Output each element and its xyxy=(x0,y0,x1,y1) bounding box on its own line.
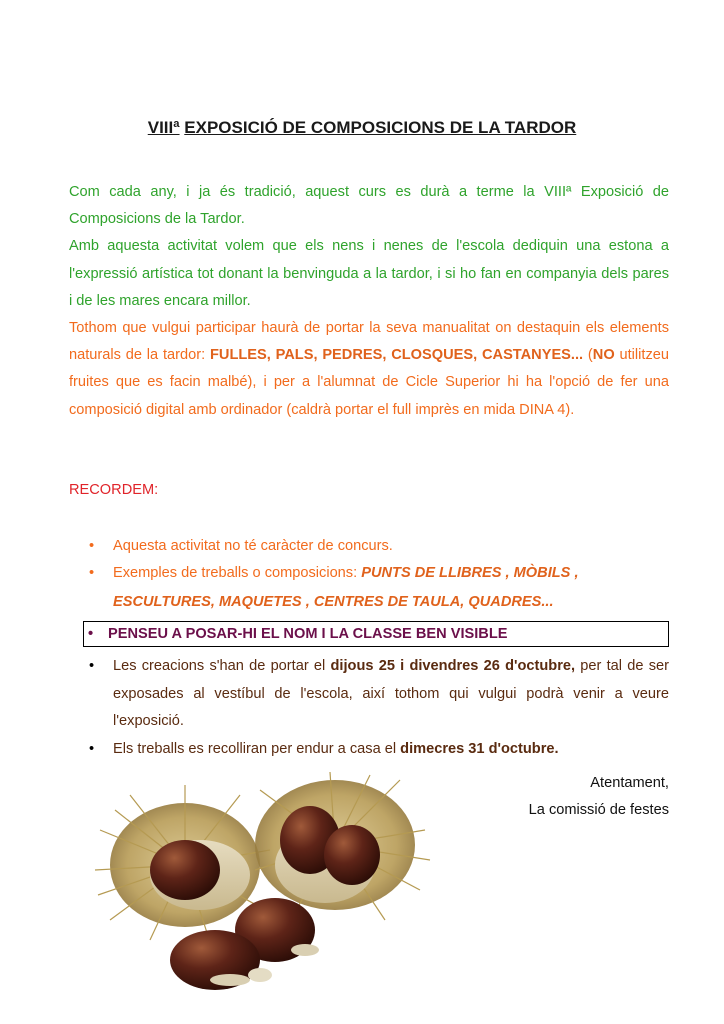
bullet-pickup-date: dimecres 31 d'octubre. xyxy=(400,740,559,757)
p3-text-b: ( xyxy=(583,347,593,364)
recordem-heading: RECORDEM: xyxy=(69,482,159,498)
bullet-icon: • xyxy=(89,565,95,581)
chestnuts-illustration xyxy=(90,770,450,1000)
bullet-text: Els treballs es recolliran per endur a casa el xyxy=(113,740,401,757)
list-item xyxy=(89,559,669,617)
signature-sender: La comissió de festes xyxy=(528,802,669,818)
intro-section xyxy=(69,179,669,424)
title-ordinal: VIIIª xyxy=(147,118,180,137)
signature-greeting: Atentament, xyxy=(590,775,669,791)
bullet-icon: • xyxy=(89,740,95,757)
p3-text-a: Tothom que vulgui participar haurà de portar la seva manualitat on destaquin els elements naturals de la tardor: xyxy=(69,320,669,364)
list-item xyxy=(89,736,669,764)
title-text: EXPOSICIÓ DE COMPOSICIONS DE LA TARDOR xyxy=(184,118,577,137)
list-item xyxy=(89,653,669,736)
p3-materials: FULLES, PALS, PEDRES, CLOSQUES, CASTANYES... xyxy=(209,347,584,364)
bullet-text: Exemples de treballs o composicions: xyxy=(113,565,362,581)
bullet-text: PENSEU A POSAR-HI EL NOM I LA CLASSE BEN VISIBLE xyxy=(108,626,508,642)
bullet-text: Les creacions s'han de portar el xyxy=(113,658,331,674)
intro-paragraph-1: Com cada any, i ja és tradició, aquest curs es durà a terme la VIIIª Exposició de Composicions de la Tardor. xyxy=(69,184,669,228)
bullet-text: Aquesta activitat no té caràcter de concurs. xyxy=(113,538,393,554)
highlighted-reminder xyxy=(83,621,669,647)
document-title xyxy=(0,118,724,138)
list-item xyxy=(89,533,669,559)
reminder-list xyxy=(89,533,669,763)
signature xyxy=(529,770,669,824)
bullet-icon: • xyxy=(89,538,95,554)
bullet-examples: PUNTS DE LLIBRES , MÒBILS , ESCULTURES, MAQUETES , CENTRES DE TAULA, QUADRES... xyxy=(113,565,579,610)
bullet-text-rest: per tal de ser exposades al vestíbul de l'escola, així tothom qui vulgui podrà venir a veure l'exposició. xyxy=(113,658,669,729)
bullet-icon: • xyxy=(88,626,94,642)
p3-text-c: utilitzeu fruites que es facin malbé), i per a l'alumnat de Cicle Superior hi ha l'opció de fer una composició digital amb ordinador (caldrà portar el full imprès en mida DINA 4). xyxy=(69,347,669,418)
intro-paragraph-2: Amb aquesta activitat volem que els nens i nenes de l'escola dediquin una estona a l'expressió artística tot donant la benvinguda a la tardor, i si ho fan en companyia dels pares i de les mares encara millor. xyxy=(69,238,669,309)
bullet-dates: dijous 25 i divendres 26 d'octubre, xyxy=(330,658,576,674)
intro-paragraph-3 xyxy=(69,315,669,424)
bullet-icon: • xyxy=(89,658,95,674)
p3-no: NO xyxy=(592,347,615,364)
